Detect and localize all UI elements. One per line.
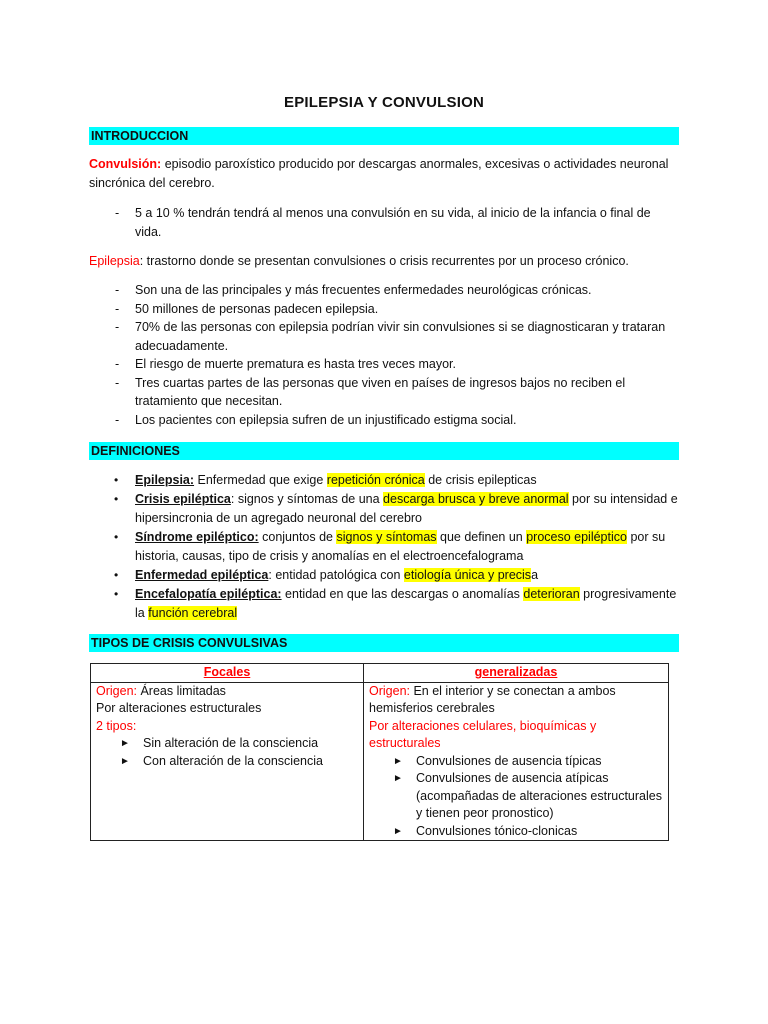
convulsion-definition <box>89 155 679 193</box>
highlight: etiología única y precis <box>403 568 532 582</box>
list-item: ► Convulsiones de ausencia atípicas (acompañadas de alteraciones estructurales y tienen peor pronostico) <box>393 771 662 820</box>
arrow-marker: ► <box>393 755 403 767</box>
highlight: repetición crónica <box>326 473 425 487</box>
focales-origen: Origen: Áreas limitadas <box>96 683 226 698</box>
column-header-focales: Focales <box>91 664 364 683</box>
document-title: EPILEPSIA Y CONVULSION <box>283 94 484 111</box>
definition-crisis-epileptica: • Crisis epiléptica: signos y síntomas de una descarga brusca y breve anormal por su intensidad e hipersincronia de un agregado neuronal del cerebro <box>114 492 678 525</box>
arrow-marker: ► <box>393 825 403 837</box>
convulsion-text: episodio paroxístico producido por descargas anormales, excesivas o actividades neuronal sincrónica del cerebro. <box>89 157 669 190</box>
list-item: - Son una de las principales y más frecuentes enfermedades neurológicas crónicas. <box>115 283 592 297</box>
convulsion-points <box>89 204 679 241</box>
arrow-marker: ► <box>120 755 130 767</box>
list-item: - 5 a 10 % tendrán tendrá al menos una convulsión en su vida, al inicio de la infancia o final de vida. <box>115 206 651 239</box>
epilepsia-points <box>89 281 679 429</box>
section-heading-tipos: TIPOS DE CRISIS CONVULSIVAS <box>89 634 679 652</box>
epilepsia-definition <box>89 252 679 271</box>
focales-items <box>96 735 358 770</box>
section-heading-definiciones: DEFINICIONES <box>89 442 679 460</box>
focales-tipos-label: 2 tipos: <box>96 718 137 733</box>
generalizadas-causa: Por alteraciones celulares, bioquímicas y estructurales <box>369 718 597 750</box>
highlight: descarga brusca y breve anormal <box>383 492 569 506</box>
definition-sindrome-epileptico: • Síndrome epiléptico: conjuntos de signos y síntomas que definen un proceso epiléptico por su historia, causas, tipo de crisis y anomalías en el electroencefalograma <box>114 530 666 563</box>
list-item: ► Convulsiones de ausencia típicas <box>369 753 663 771</box>
convulsion-term: Convulsión: <box>89 157 162 171</box>
column-header-generalizadas: generalizadas <box>364 664 669 683</box>
bullet-marker: • <box>114 473 119 487</box>
arrow-marker: ► <box>120 738 130 749</box>
definition-epilepsia: • Epilepsia: Enfermedad que exige repetición crónica de crisis epilepticas <box>89 471 679 490</box>
arrow-marker: ► <box>393 773 403 784</box>
list-item: - 70% de las personas con epilepsia podrían vivir sin convulsiones si se diagnosticaran y trataran adecuadamente. <box>115 320 666 353</box>
section-heading-introduccion: INTRODUCCION <box>89 127 679 145</box>
generalizadas-origen: Origen: En el interior y se conectan a ambos hemisferios cerebrales <box>369 683 616 715</box>
list-item: - 50 millones de personas padecen epilepsia. <box>115 301 379 316</box>
dash-marker: - <box>115 206 120 220</box>
generalizadas-items <box>369 753 663 841</box>
definition-enfermedad-epileptica: • Enfermedad epiléptica: entidad patológica con etiología única y precisa <box>114 568 539 582</box>
table-row <box>91 682 669 841</box>
list-item: ► Con alteración de la consciencia <box>96 753 358 771</box>
list-item: - Tres cuartas partes de las personas que viven en países de ingresos bajos no reciben el tratamiento que necesitan. <box>115 375 626 408</box>
list-item: ► Sin alteración de la consciencia <box>96 735 358 753</box>
highlight: proceso epiléptico <box>526 530 627 544</box>
generalizadas-cell <box>364 682 669 841</box>
list-item: ► Convulsiones tónico-clonicas <box>369 823 663 841</box>
table-header-row <box>91 664 669 683</box>
definition-encefalopatia-epileptica: • Encefalopatía epiléptica: entidad en que las descargas o anomalías deterioran progresivamente la función cerebral <box>114 587 677 620</box>
highlight: deterioran <box>523 587 580 601</box>
definitions-list <box>89 471 679 623</box>
highlight: signos y síntomas <box>336 530 437 544</box>
list-item: - El riesgo de muerte prematura es hasta tres veces mayor. <box>115 357 456 371</box>
epilepsia-text: : trastorno donde se presentan convulsiones o crisis recurrentes por un proceso crónico. <box>139 254 629 268</box>
epilepsia-term: Epilepsia <box>89 254 140 268</box>
crisis-types-table <box>90 663 669 841</box>
focales-causa: Por alteraciones estructurales <box>96 701 262 715</box>
focales-cell <box>91 682 364 841</box>
highlight: función cerebral <box>148 606 238 620</box>
list-item: - Los pacientes con epilepsia sufren de un injustificado estigma social. <box>115 412 517 427</box>
